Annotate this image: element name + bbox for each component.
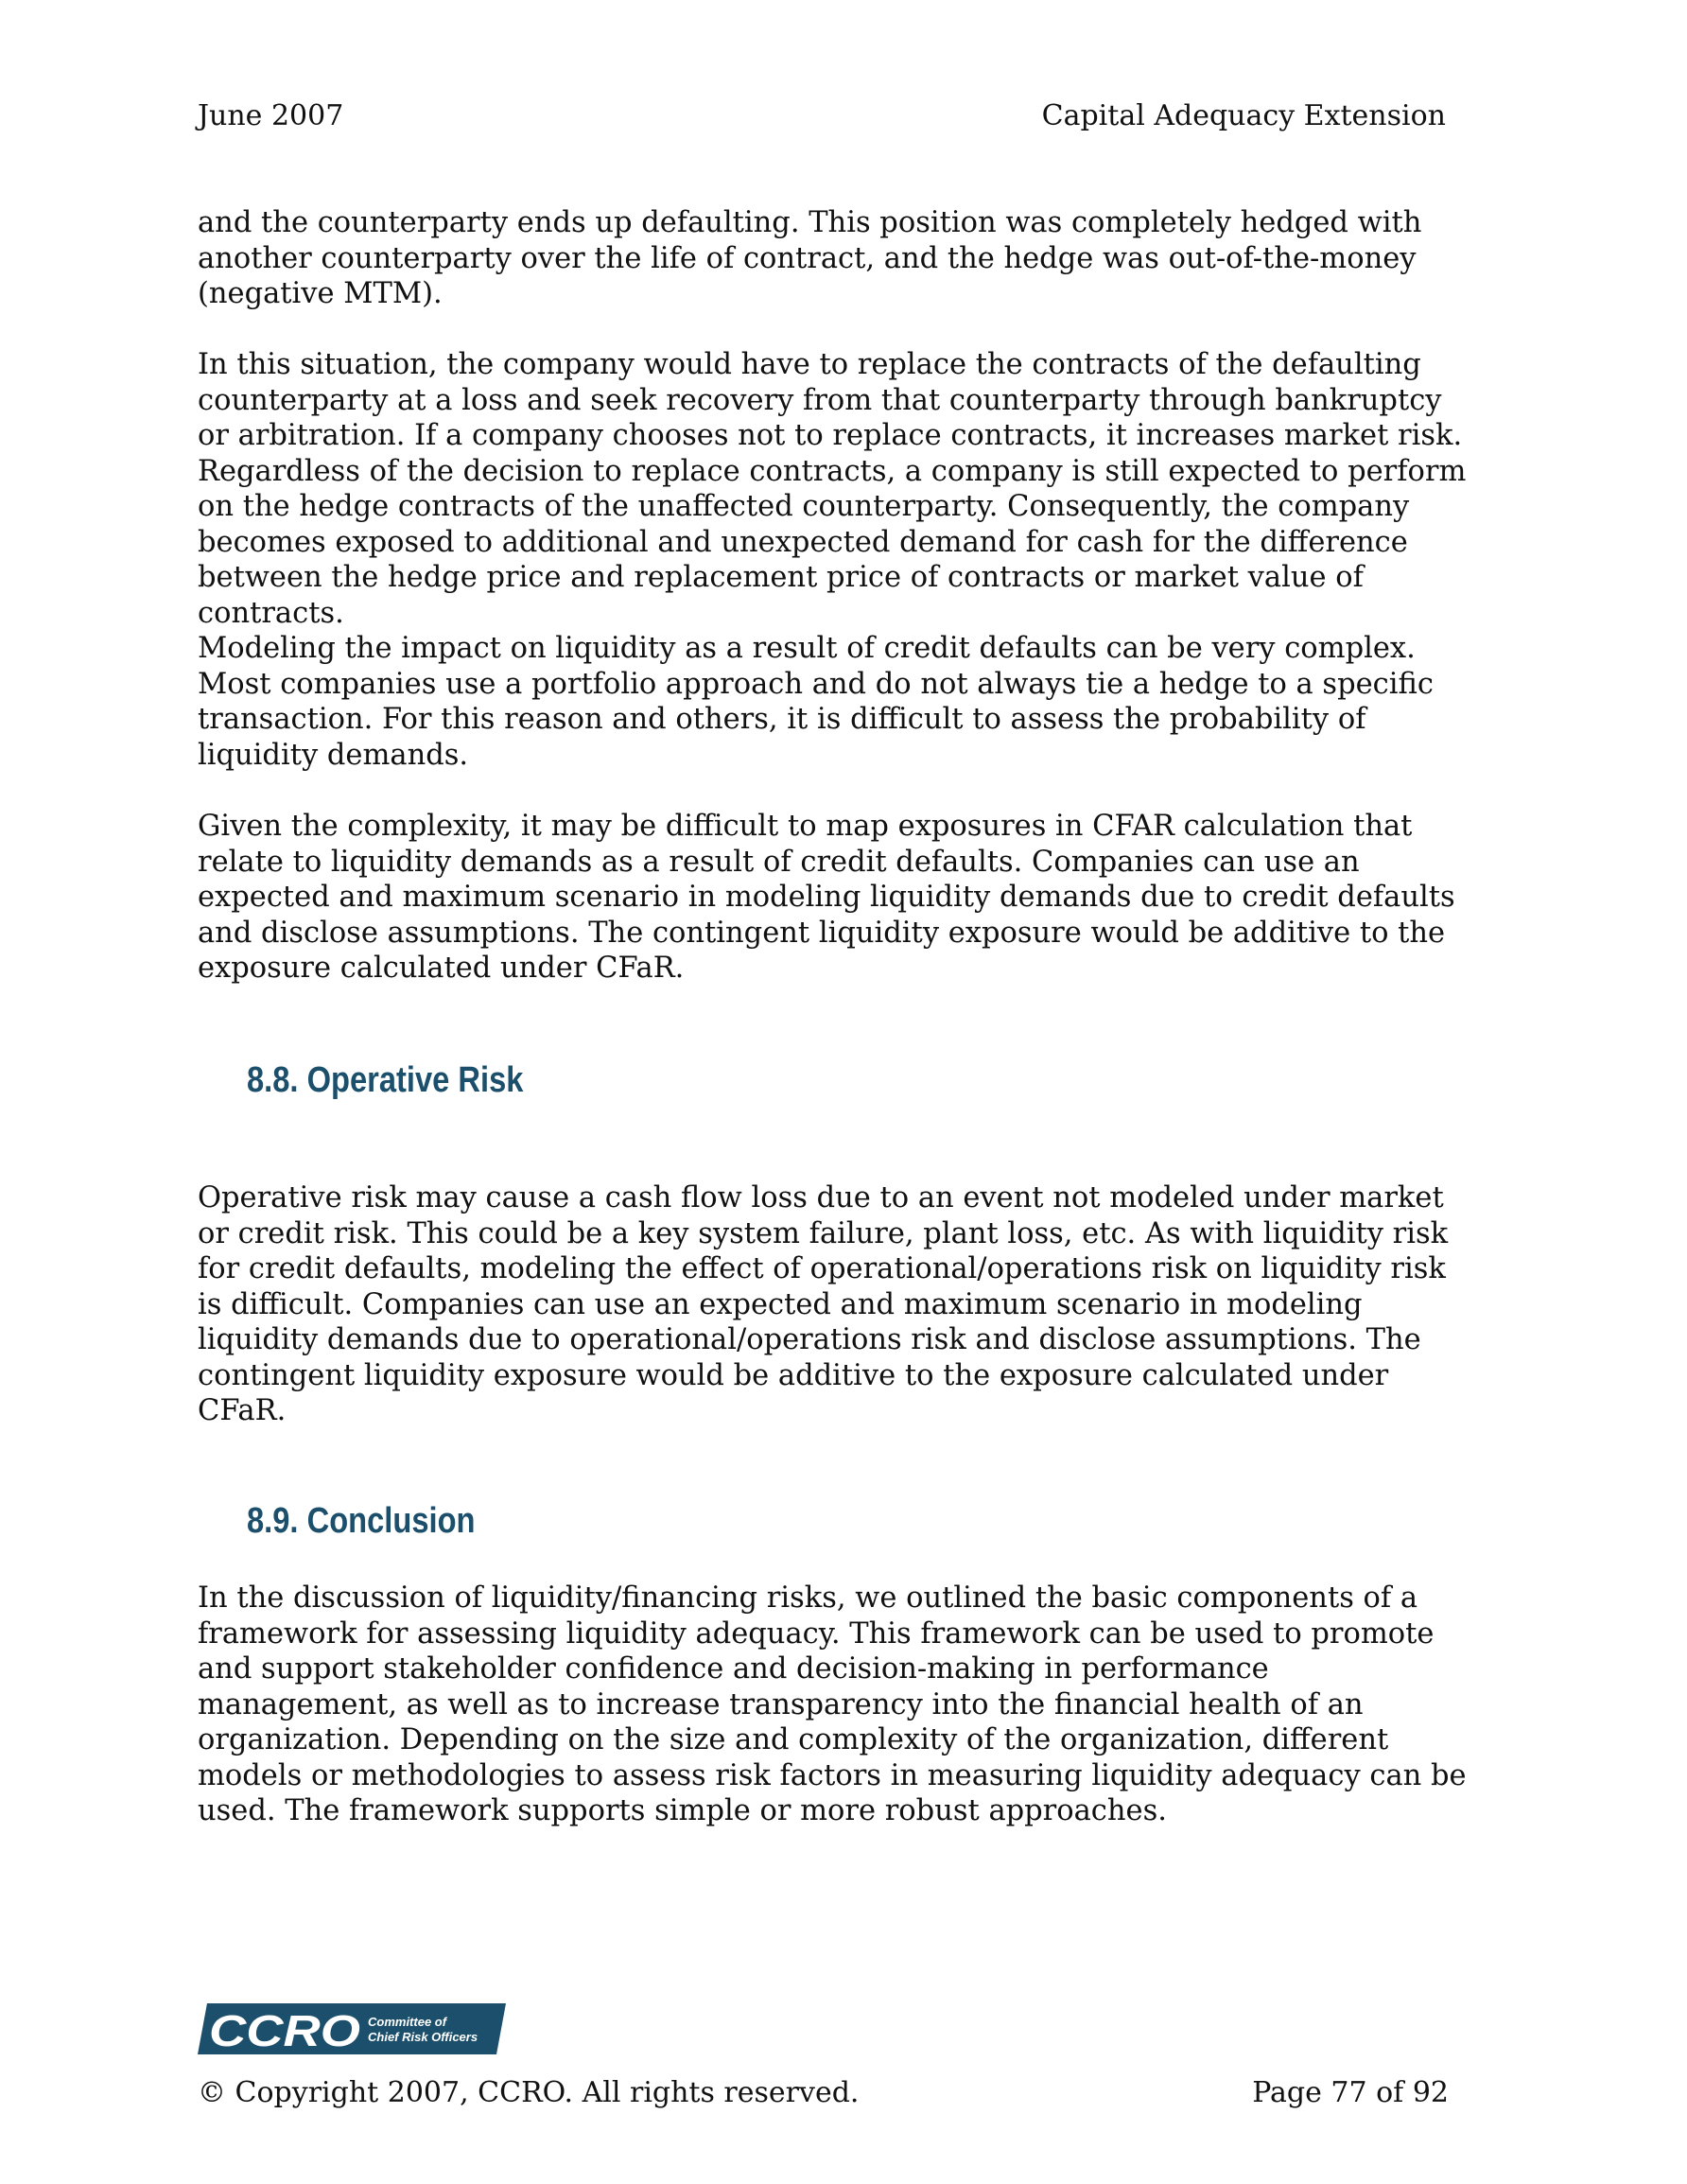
text-line: organization. Depending on the size and complexity of the organization, different	[198, 1723, 1389, 1756]
text-line: Modeling the impact on liquidity as a result of credit defaults can be very complex.	[198, 632, 1416, 665]
text-line: Most companies use a portfolio approach and do not always tie a hedge to a specific	[198, 667, 1434, 701]
text-line: for credit defaults, modeling the effect of operational/operations risk on liquidity risk	[198, 1252, 1446, 1285]
paragraph-hedge-default	[198, 205, 1493, 312]
svg-text:CCRO: CCRO	[209, 2006, 361, 2054]
text-line: liquidity demands due to operational/operations risk and disclose assumptions. The	[198, 1323, 1421, 1356]
svg-text:Chief Risk Officers: Chief Risk Officers	[368, 2030, 478, 2044]
page-header	[198, 97, 1446, 135]
text-line: contracts.	[198, 596, 344, 630]
text-line: is difficult. Companies can use an expected and maximum scenario in modeling	[198, 1287, 1363, 1321]
text-line: and the counterparty ends up defaulting. This position was completely hedged with	[198, 206, 1422, 239]
footer-page-number: Page 77 of 92	[1252, 2076, 1449, 2109]
text-line: becomes exposed to additional and unexpected demand for cash for the difference	[198, 525, 1408, 559]
text-line: exposure calculated under CFaR.	[198, 952, 685, 985]
ccro-logo-graphic	[198, 2003, 506, 2054]
text-line: framework for assessing liquidity adequacy. This framework can be used to promote	[198, 1616, 1435, 1651]
section-heading-operative-risk: 8.8. Operative Risk	[247, 1060, 524, 1100]
svg-text:Committee of: Committee of	[368, 2015, 447, 2029]
text-line: Given the complexity, it may be difficult to map exposures in CFAR calculation that	[198, 810, 1413, 843]
text-line: another counterparty over the life of contract, and the hedge was out-of-the-money	[198, 241, 1417, 275]
text-line: CFaR.	[198, 1394, 287, 1427]
text-line: management, as well as to increase transparency into the financial health of an	[198, 1687, 1364, 1721]
footer-copyright: © Copyright 2007, CCRO. All rights reserved.	[198, 2076, 860, 2109]
text-line: (negative MTM).	[198, 277, 443, 310]
text-line: or arbitration. If a company chooses not to replace contracts, it increases market risk.	[198, 419, 1463, 452]
header-date: June 2007	[198, 99, 344, 132]
text-line: In this situation, the company would have to replace the contracts of the defaulting	[198, 348, 1421, 381]
header-title: Capital Adequacy Extension	[1041, 99, 1446, 132]
text-line: relate to liquidity demands as a result of credit defaults. Companies can use an	[198, 845, 1360, 879]
text-line: Operative risk may cause a cash flow loss due to an event not modeled under market	[198, 1181, 1444, 1214]
paragraph-conclusion	[198, 1581, 1493, 1829]
ccro-logo	[198, 2003, 506, 2054]
text-line: used. The framework supports simple or more robust approaches.	[198, 1794, 1167, 1827]
text-line: Regardless of the decision to replace contracts, a company is still expected to perform	[198, 454, 1467, 488]
text-line: liquidity demands.	[198, 738, 469, 772]
text-line: contingent liquidity exposure would be additive to the exposure calculated under	[198, 1358, 1389, 1392]
paragraph-operative-risk	[198, 1180, 1493, 1429]
text-line: on the hedge contracts of the unaffected counterparty. Consequently, the company	[198, 490, 1410, 523]
text-line: In the discussion of liquidity/financing risks, we outlined the basic components of a	[198, 1581, 1418, 1615]
page-footer	[198, 2074, 1449, 2112]
text-line: expected and maximum scenario in modeling liquidity demands due to credit defaults	[198, 881, 1455, 914]
text-line: models or methodologies to assess risk factors in measuring liquidity adequacy can be	[198, 1758, 1467, 1792]
paragraph-replacement	[198, 347, 1493, 773]
text-line: and disclose assumptions. The contingent liquidity exposure would be additive to the	[198, 916, 1446, 950]
paragraph-cfar-mapping	[198, 809, 1493, 987]
text-line: or credit risk. This could be a key system failure, plant loss, etc. As with liquidity risk	[198, 1216, 1449, 1250]
text-line: transaction. For this reason and others, it is difficult to assess the probability of	[198, 703, 1366, 736]
text-line: between the hedge price and replacement price of contracts or market value of	[198, 561, 1364, 594]
text-line: counterparty at a loss and seek recovery from that counterparty through bankruptcy	[198, 383, 1442, 417]
section-heading-conclusion: 8.9. Conclusion	[247, 1501, 476, 1541]
text-line: and support stakeholder confidence and decision-making in performance	[198, 1652, 1269, 1686]
